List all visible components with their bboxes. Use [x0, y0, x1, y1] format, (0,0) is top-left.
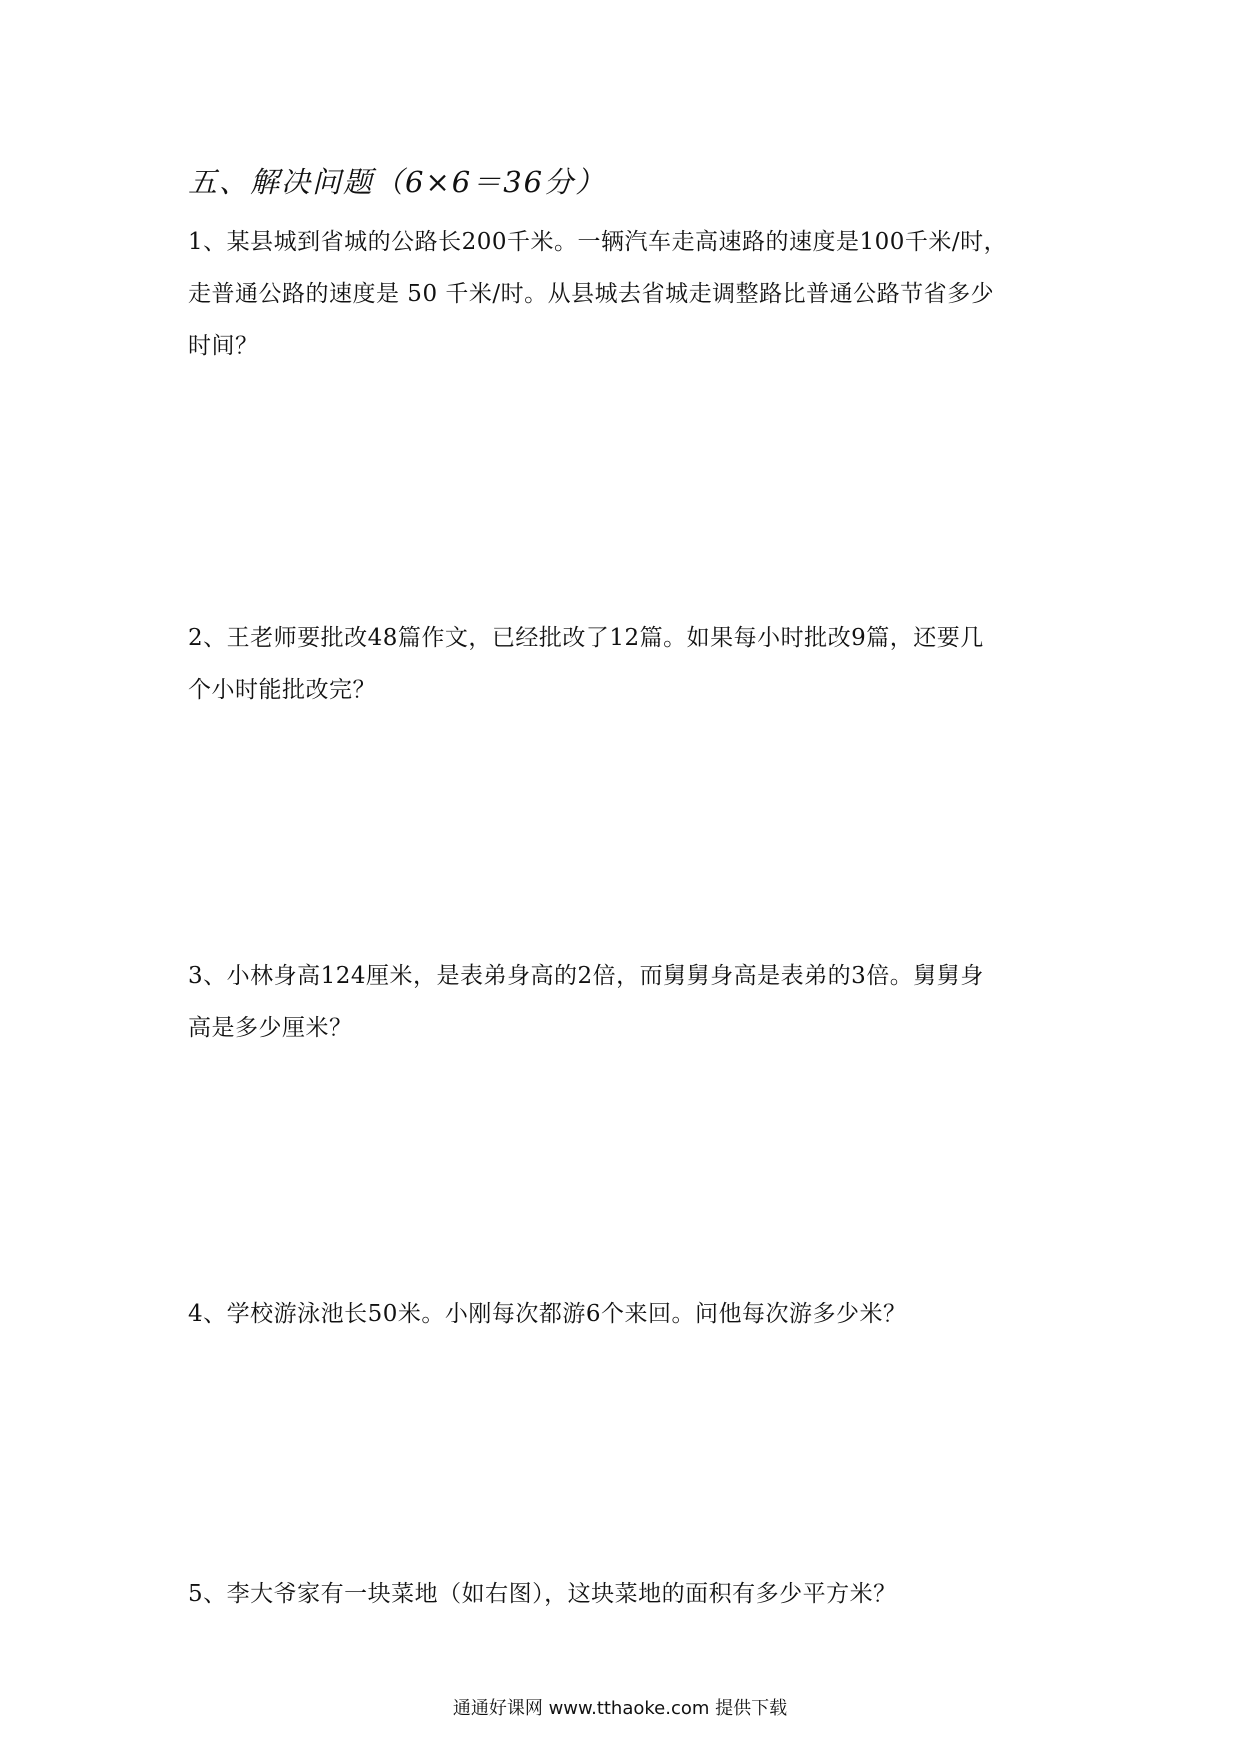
question-5: [188, 1568, 1068, 1620]
question-4: [188, 1288, 1068, 1340]
question-1-line-3: 时间？: [188, 333, 259, 359]
section-title: 五、解决问题（6×6＝36分）: [188, 165, 607, 199]
question-1: [188, 216, 1068, 372]
question-2-line-2: 个小时能批改完？: [188, 677, 376, 703]
question-2-line-1: 2、王老师要批改48篇作文，已经批改了12篇。如果每小时批改9篇，还要几: [188, 625, 984, 651]
question-2: [188, 612, 1068, 716]
footer-watermark: 通通好课网 www.tthaoke.com 提供下载: [452, 1698, 788, 1719]
question-5-line-1: 5、李大爷家有一块菜地（如右图），这块菜地的面积有多少平方米？: [188, 1581, 897, 1607]
question-4-line-1: 4、学校游泳池长50米。小刚每次都游6个来回。问他每次游多少米？: [188, 1301, 907, 1327]
question-3-line-2: 高是多少厘米？: [188, 1015, 353, 1041]
question-1-line-2: 走普通公路的速度是 50 千米/时。从县城去省城走调整路比普通公路节省多少: [188, 281, 995, 307]
question-3-line-1: 3、小林身高124厘米，是表弟身高的2倍，而舅舅身高是表弟的3倍。舅舅身: [188, 963, 984, 989]
question-1-line-1: 1、某县城到省城的公路长200千米。一辆汽车走高速路的速度是100千米/时，: [188, 229, 1008, 255]
question-3: [188, 950, 1068, 1054]
